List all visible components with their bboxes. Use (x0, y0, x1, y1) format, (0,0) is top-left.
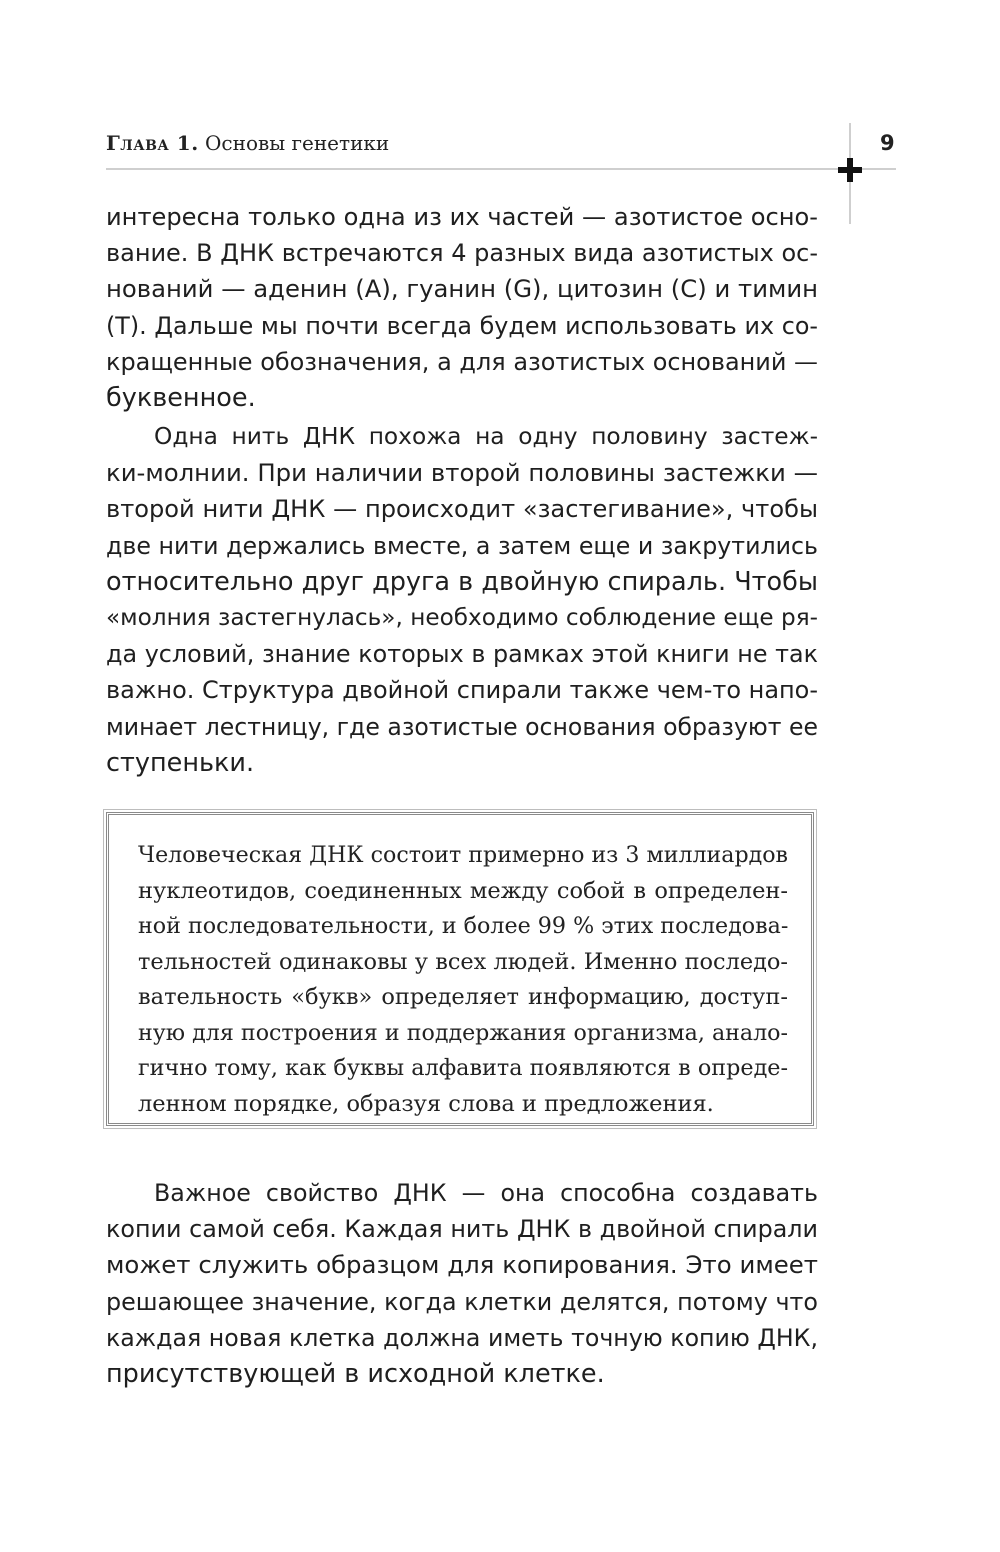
text-line: нований — аденин (A), гуанин (G), цитозин (C) и тимин (106, 274, 818, 304)
text-line: Одна нить ДНК похожа на одну половину застеж- (154, 423, 818, 450)
text-line: относительно друг друга в двойную спираль. Чтобы (106, 566, 818, 597)
paragraph-1 (106, 199, 818, 416)
text-line: нуклеотидов, соединенных между собой в определен- (138, 877, 788, 904)
text-line: каждая новая клетка должна иметь точную копию ДНК, (106, 1323, 818, 1352)
plus-icon (838, 158, 862, 182)
chapter-title: Основы генетики (205, 131, 390, 155)
text-line: важно. Структура двойной спирали также чем-то напо- (106, 676, 818, 705)
text-line: ленном порядке, образуя слова и предложения. (138, 1090, 714, 1117)
text-line: ки-молнии. При наличии второй половины застежки — (106, 458, 818, 488)
text-line: вание. В ДНК встречаются 4 разных вида азотистых ос- (106, 239, 818, 268)
text-line: вательность «букв» определяет информацию, доступ- (138, 984, 788, 1010)
text-line: буквенное. (106, 383, 256, 414)
text-line: кращенные обозначения, а для азотистых оснований — (106, 347, 818, 376)
text-line: присутствующей в исходной клетке. (106, 1359, 605, 1390)
text-line: ной последовательности, и более 99 % этих последова- (138, 913, 789, 939)
header-divider (106, 168, 896, 170)
text-line: интересна только одна из их частей — азотистое осно- (106, 203, 818, 231)
text-line: Важное свойство ДНК — она способна создавать (154, 1179, 818, 1207)
text-line: решающее значение, когда клетки делятся, потому что (106, 1287, 818, 1316)
callout-text (138, 838, 788, 1122)
text-line: ступеньки. (106, 747, 255, 778)
text-line: (T). Дальше мы почти всегда будем использовать их со- (106, 311, 818, 340)
text-line: может служить образцом для копирования. Это имеет (106, 1250, 818, 1280)
text-line: ную для построения и поддержания организма, анало- (138, 1019, 788, 1046)
paragraph-2 (106, 419, 818, 781)
text-line: копии самой себя. Каждая нить ДНК в двойной спирали (106, 1215, 818, 1244)
text-line: гично тому, как буквы алфавита появляются в опреде- (138, 1055, 788, 1081)
running-head (106, 131, 389, 155)
text-line: две нити держались вместе, а затем еще и закрутились (106, 531, 818, 560)
text-line: второй нити ДНК — происходит «застегивание», чтобы (106, 495, 818, 524)
text-line: тельностей одинаковы у всех людей. Именно последо- (138, 948, 788, 975)
text-line: «молния застегнулась», необходимо соблюдение еще ря- (106, 605, 818, 632)
page-number: 9 (880, 131, 895, 155)
text-line: минает лестницу, где азотистые основания образуют ее (106, 712, 818, 741)
chapter-label: Глава 1. (106, 131, 199, 155)
text-line: да условий, знание которых в рамках этой книги не так (106, 640, 818, 669)
paragraph-3 (106, 1175, 818, 1392)
text-line: Человеческая ДНК состоит примерно из 3 миллиардов (138, 842, 788, 868)
